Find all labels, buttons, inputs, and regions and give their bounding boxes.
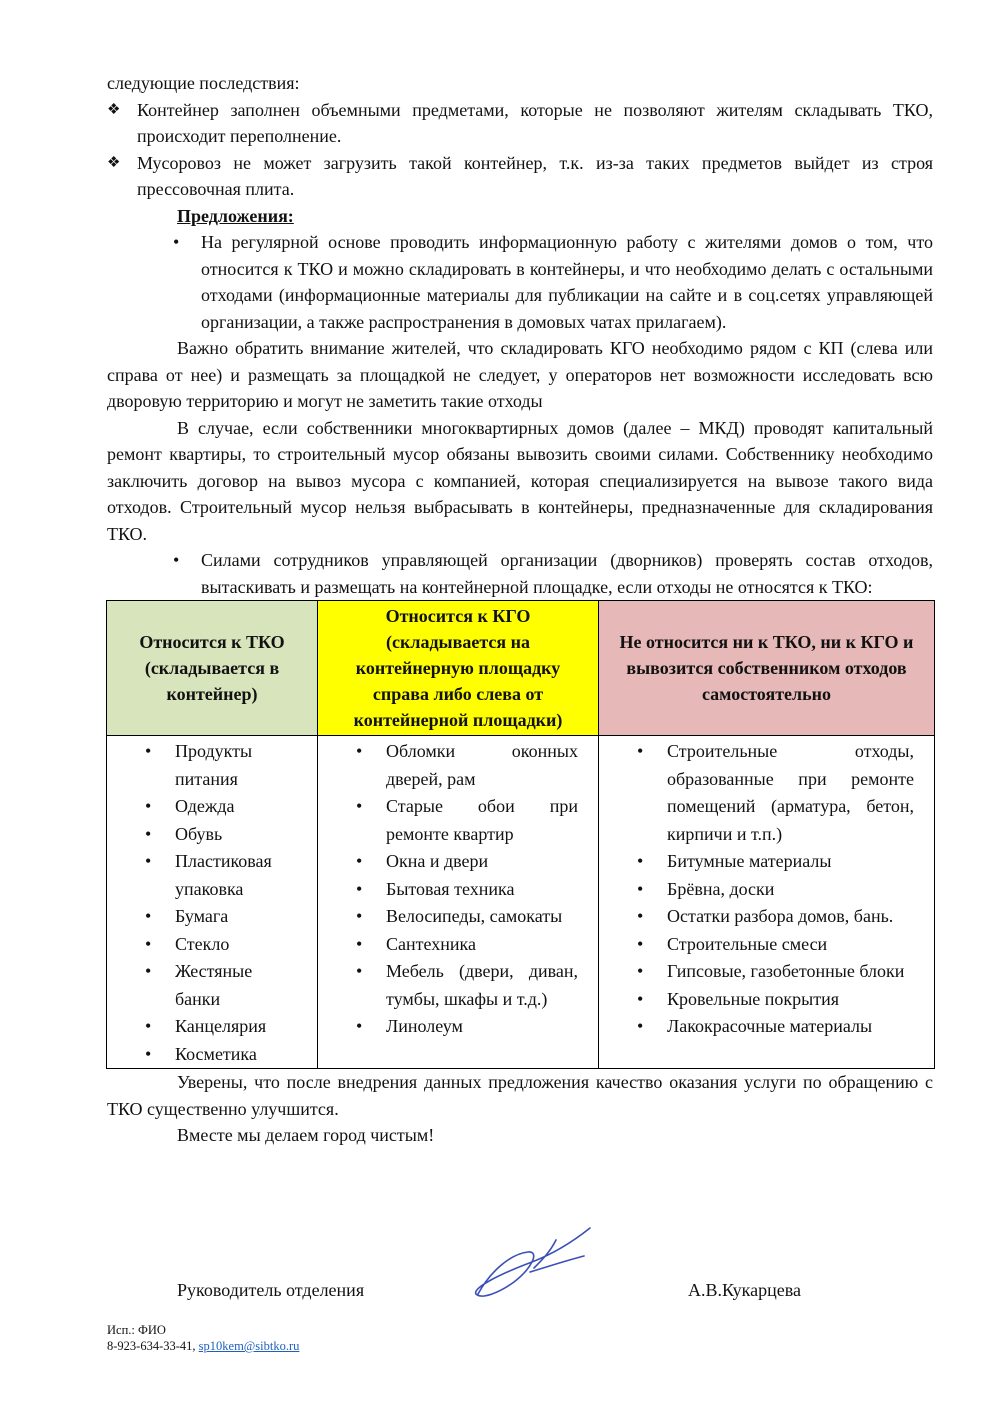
list-item: • Брёвна, доски — [667, 876, 914, 904]
closing-paragraph: Уверены, что после внедрения данных предложения качество оказания услуги по обращению с ТКО существенно улучшится. — [107, 1072, 933, 1119]
bullet-icon: • — [356, 933, 363, 954]
diamond-bullet-icon: ❖ — [107, 154, 121, 171]
executor-label: Исп.: ФИО — [107, 1323, 166, 1337]
bullet-icon: • — [356, 878, 363, 899]
list-item: • Пластиковая упаковка — [175, 848, 297, 903]
list-item: • Жестяные банки — [175, 958, 297, 1013]
list-item: • Бумага — [175, 903, 297, 931]
list-item: • Силами сотрудников управляющей организации (дворников) проверять состав отходов, вытаскивать и размещать на контейнерной площадке, если отходы не относятся к ТКО: — [201, 547, 933, 600]
bullet-icon: • — [145, 741, 152, 761]
bullet-icon: • — [637, 741, 644, 761]
list-item: • Стекло — [175, 931, 297, 959]
closing-slogan: Вместе мы делаем город чистым! — [177, 1125, 435, 1145]
phone-number: 8-923-634-33-41, — [107, 1339, 199, 1353]
list-item: • Остатки разбора домов, бань. — [667, 903, 914, 931]
list-item: • Строительные отходы, образованные при ремонте помещений (арматура, бетон, кирпичи и т.п.) — [667, 738, 914, 848]
table-row — [107, 736, 935, 1069]
other-cell — [599, 736, 935, 1069]
bullet-icon: • — [637, 933, 644, 954]
bullet-icon: • — [637, 851, 644, 871]
list-item: • Битумные материалы — [667, 848, 914, 876]
diamond-bullet-icon: ❖ — [107, 101, 121, 118]
other-list — [599, 736, 934, 1041]
list-item: • Бытовая техника — [386, 876, 578, 904]
signer-name: А.В.Кукарцева — [688, 1280, 801, 1300]
bullet-icon: • — [145, 1016, 152, 1036]
list-item: • Обувь — [175, 821, 297, 849]
bullet-icon: • — [173, 550, 180, 570]
bullet-icon: • — [356, 741, 363, 761]
bullet-icon: • — [145, 1043, 152, 1064]
signature-row — [177, 1280, 837, 1308]
list-item: • Старые обои при ремонте квартир — [386, 793, 578, 848]
bullet-icon: • — [356, 906, 363, 926]
list-item: • Лакокрасочные материалы — [667, 1013, 914, 1041]
consequences-list — [107, 97, 933, 203]
bullet-icon: • — [356, 796, 363, 816]
repair-paragraph: В случае, если собственники многоквартирных домов (далее – МКД) проводят капитальный ремонт квартиры, то строительный мусор обязаны вывозить своими силами. Собственнику необходимо заключить договор на вывоз мусора с компанией, которая специализируется на вывозе такого вида отходов. Строительный мусор нельзя выбрасывать в контейнеры, предназначенные для складирования ТКО. — [107, 417, 933, 544]
list-item: ❖ Контейнер заполнен объемными предметами, которые не позволяют жителям складывать ТКО, происходит переполнение. — [107, 97, 933, 150]
bullet-icon: • — [145, 906, 152, 926]
list-item: • Продукты питания — [175, 738, 297, 793]
table-header-row — [107, 601, 935, 736]
list-item: • Мебель (двери, диван, тумбы, шкафы и т.д.) — [386, 958, 578, 1013]
email-link[interactable]: sp10kem@sibtko.ru — [198, 1339, 300, 1353]
tko-cell — [107, 736, 318, 1069]
header-kgo: Относится к КГО (складывается на контейнерную площадку справа либо слева от контейнерной площадки) — [318, 601, 599, 736]
header-tko: Относится к ТКО (складывается в контейнер) — [107, 601, 318, 736]
intro-text: следующие последствия: — [107, 73, 300, 93]
header-other: Не относится ни к ТКО, ни к КГО и вывозится собственником отходов самостоятельно — [599, 601, 935, 736]
bullet-icon: • — [173, 232, 180, 252]
footer — [107, 1322, 299, 1354]
bullet-icon: • — [145, 961, 152, 981]
bullet-icon: • — [145, 851, 152, 871]
bullet-icon: • — [637, 988, 644, 1009]
signer-role: Руководитель отделения — [177, 1280, 365, 1300]
proposals-list-1 — [107, 229, 933, 335]
bullet-icon: • — [145, 933, 152, 954]
list-item: • Одежда — [175, 793, 297, 821]
list-item: • Строительные смеси — [667, 931, 914, 959]
bullet-icon: • — [145, 796, 152, 816]
proposals-list-2 — [107, 547, 933, 600]
bullet-icon: • — [145, 823, 152, 844]
bullet-icon: • — [356, 961, 363, 981]
list-item: • Канцелярия — [175, 1013, 297, 1041]
list-item: • Линолеум — [386, 1013, 578, 1041]
list-item: • Гипсовые, газобетонные блоки — [667, 958, 914, 986]
list-item: • Окна и двери — [386, 848, 578, 876]
bullet-icon: • — [637, 961, 644, 981]
list-item: • На регулярной основе проводить информационную работу с жителями домов о том, что относится к ТКО и можно складировать в контейнеры, и что необходимо делать с остальными отходами (информационные материалы для публикации на сайте и в соц.сетях управляющей организации, а также распространения в домовых чатах прилагаем). — [201, 229, 933, 335]
list-item: • Кровельные покрытия — [667, 986, 914, 1014]
bullet-icon: • — [637, 1016, 644, 1036]
kgo-cell — [318, 736, 599, 1069]
kgo-paragraph: Важно обратить внимание жителей, что складировать КГО необходимо рядом с КП (слева или справа от нее) и размещать за площадкой не следует, у операторов нет возможности исследовать всю дворовую территорию и могут не заметить такие отходы — [107, 338, 933, 411]
document-body — [107, 70, 933, 1149]
kgo-list — [318, 736, 598, 1041]
list-item: ❖ Мусоровоз не может загрузить такой контейнер, т.к. из-за таких предметов выйдет из строя прессовочная плита. — [107, 150, 933, 203]
bullet-icon: • — [637, 906, 644, 926]
contacts — [107, 1338, 299, 1354]
waste-classification-table — [106, 600, 935, 1069]
bullet-icon: • — [356, 851, 363, 871]
proposals-heading: Предложения: — [177, 205, 294, 226]
tko-list — [107, 736, 317, 1068]
bullet-icon: • — [637, 878, 644, 899]
list-item: • Велосипеды, самокаты — [386, 903, 578, 931]
list-item: • Сантехника — [386, 931, 578, 959]
bullet-icon: • — [356, 1016, 363, 1036]
list-item: • Косметика — [175, 1041, 297, 1069]
list-item: • Обломки оконных дверей, рам — [386, 738, 578, 793]
